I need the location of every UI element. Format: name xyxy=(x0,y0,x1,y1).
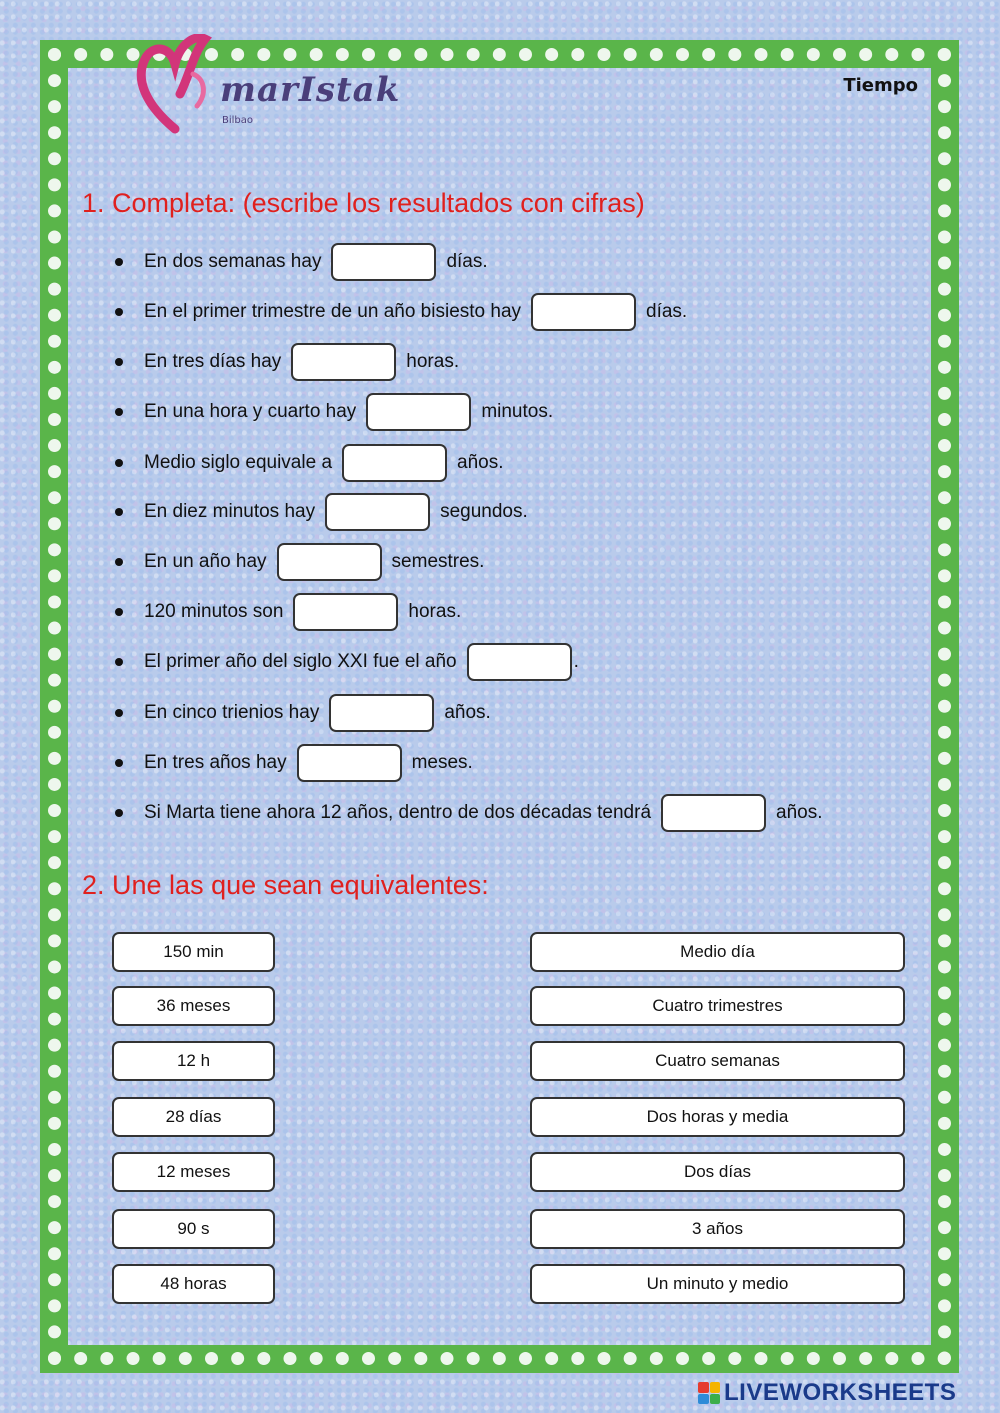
item-text-before: Medio siglo equivale a xyxy=(144,452,333,473)
item-text-before: En tres días hay xyxy=(144,351,282,372)
item-text-after: minutos. xyxy=(481,401,554,422)
fill-in-item xyxy=(115,443,504,483)
item-text-after: semestres. xyxy=(391,551,485,572)
bullet-icon xyxy=(115,809,123,817)
bullet-icon xyxy=(115,459,123,467)
item-text-before: Si Marta tiene ahora 12 años, dentro de dos décadas tendrá xyxy=(144,802,652,823)
item-text-after: días. xyxy=(646,301,688,322)
answer-input[interactable] xyxy=(329,694,434,732)
match-box-left[interactable]: 28 días xyxy=(112,1097,275,1137)
match-box-right[interactable]: Dos horas y media xyxy=(530,1097,905,1137)
answer-input[interactable] xyxy=(297,744,402,782)
answer-input[interactable] xyxy=(277,543,382,581)
answer-input[interactable] xyxy=(331,243,436,281)
item-text-before: En cinco trienios hay xyxy=(144,702,320,723)
match-box-right[interactable]: Dos días xyxy=(530,1152,905,1192)
match-box-left[interactable]: 12 meses xyxy=(112,1152,275,1192)
item-text-after: días. xyxy=(446,251,488,272)
fill-in-item xyxy=(115,292,687,332)
section2-title: 2. Une las que sean equivalentes: xyxy=(82,870,489,900)
bullet-icon xyxy=(115,358,123,366)
brand-subtitle: Bilbao xyxy=(222,115,254,126)
heart-logo-icon xyxy=(135,34,225,134)
brand-name: marIstak xyxy=(220,70,401,110)
bullet-icon xyxy=(115,658,123,666)
item-text-after: meses. xyxy=(411,752,473,773)
match-box-right[interactable]: Cuatro trimestres xyxy=(530,986,905,1026)
item-text-before: 120 minutos son xyxy=(144,601,284,622)
item-text-after: años. xyxy=(457,452,504,473)
liveworksheets-logo-icon xyxy=(698,1382,720,1404)
item-text-before: En dos semanas hay xyxy=(144,251,322,272)
answer-input[interactable] xyxy=(661,794,766,832)
fill-in-item xyxy=(115,793,823,833)
fill-in-item xyxy=(115,392,553,432)
fill-in-item xyxy=(115,242,488,282)
item-text-before: En tres años hay xyxy=(144,752,287,773)
match-box-left[interactable]: 12 h xyxy=(112,1041,275,1081)
match-box-left[interactable]: 90 s xyxy=(112,1209,275,1249)
answer-input[interactable] xyxy=(342,444,447,482)
answer-input[interactable] xyxy=(366,393,471,431)
item-text-before: En el primer trimestre de un año bisiesto hay xyxy=(144,301,522,322)
item-text-after: horas. xyxy=(408,601,462,622)
fill-in-item xyxy=(115,592,461,632)
footer-text: LIVEWORKSHEETS xyxy=(724,1379,957,1406)
page-tag: Tiempo xyxy=(843,75,918,96)
item-text-after: años. xyxy=(776,802,823,823)
match-box-left[interactable]: 48 horas xyxy=(112,1264,275,1304)
answer-input[interactable] xyxy=(467,643,572,681)
answer-input[interactable] xyxy=(531,293,636,331)
section1-title: 1. Completa: (escribe los resultados con cifras) xyxy=(82,188,645,218)
match-box-right[interactable]: 3 años xyxy=(530,1209,905,1249)
bullet-icon xyxy=(115,558,123,566)
fill-in-item xyxy=(115,642,579,682)
bullet-icon xyxy=(115,508,123,516)
item-text-before: En un año hay xyxy=(144,551,267,572)
item-text-after: horas. xyxy=(406,351,460,372)
match-box-right[interactable]: Cuatro semanas xyxy=(530,1041,905,1081)
match-box-left[interactable]: 150 min xyxy=(112,932,275,972)
answer-input[interactable] xyxy=(293,593,398,631)
match-box-right[interactable]: Medio día xyxy=(530,932,905,972)
item-text-after: . xyxy=(573,651,579,672)
bullet-icon xyxy=(115,709,123,717)
item-text-before: El primer año del siglo XXI fue el año xyxy=(144,651,457,672)
bullet-icon xyxy=(115,258,123,266)
match-box-right[interactable]: Un minuto y medio xyxy=(530,1264,905,1304)
answer-input[interactable] xyxy=(291,343,396,381)
fill-in-item xyxy=(115,743,473,783)
item-text-before: En una hora y cuarto hay xyxy=(144,401,357,422)
item-text-after: años. xyxy=(444,702,491,723)
bullet-icon xyxy=(115,308,123,316)
fill-in-item xyxy=(115,693,491,733)
match-box-left[interactable]: 36 meses xyxy=(112,986,275,1026)
bullet-icon xyxy=(115,408,123,416)
fill-in-item xyxy=(115,492,528,532)
fill-in-item xyxy=(115,542,484,582)
bullet-icon xyxy=(115,608,123,616)
liveworksheets-footer xyxy=(698,1378,956,1408)
fill-in-item xyxy=(115,342,459,382)
item-text-after: segundos. xyxy=(440,501,528,522)
answer-input[interactable] xyxy=(325,493,430,531)
bullet-icon xyxy=(115,759,123,767)
item-text-before: En diez minutos hay xyxy=(144,501,316,522)
